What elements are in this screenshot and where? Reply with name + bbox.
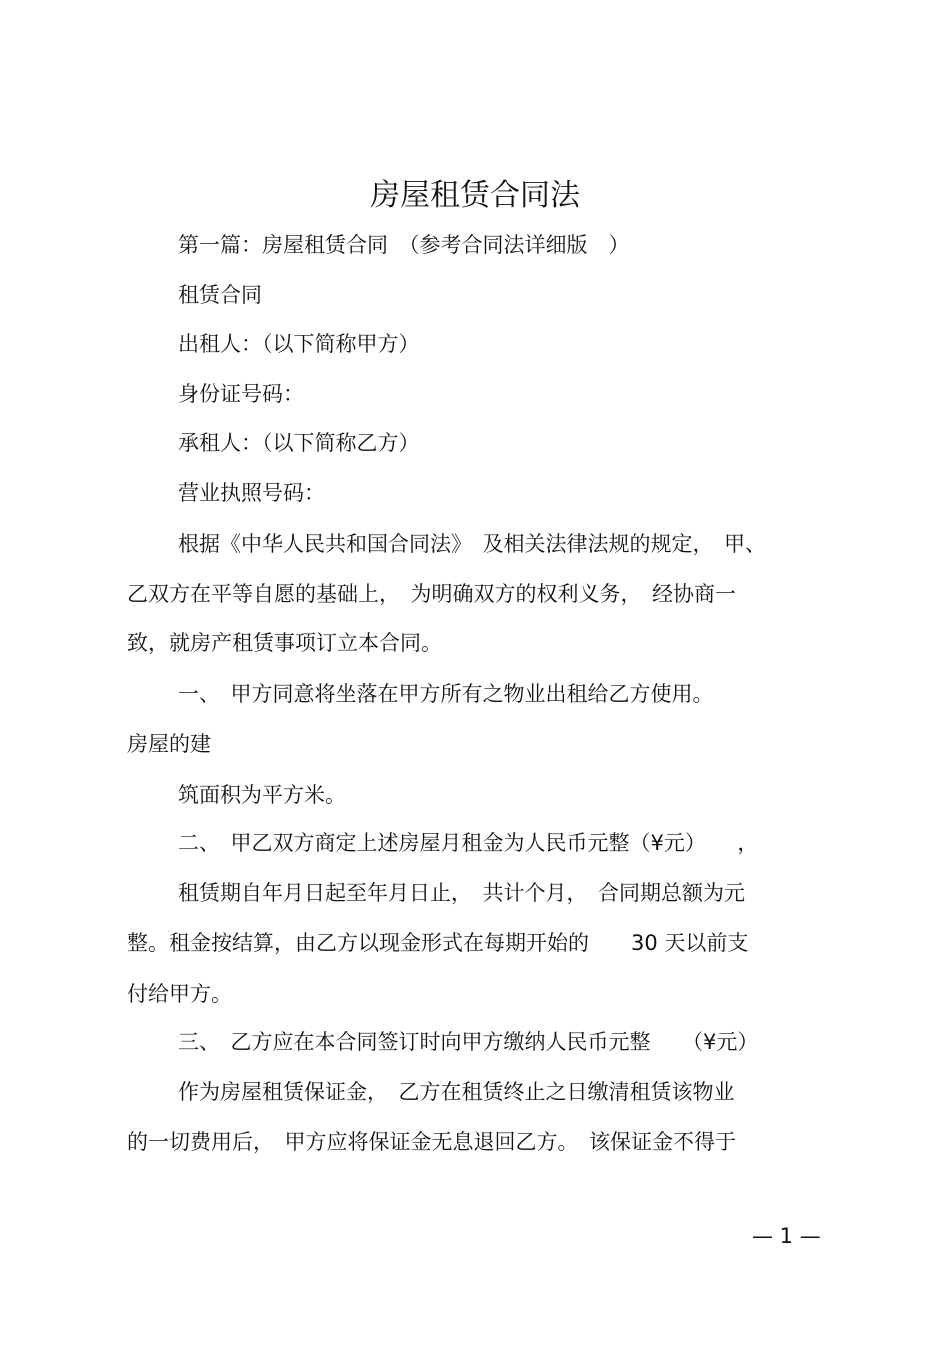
- text-line: 营业执照号码：: [178, 481, 325, 505]
- text-line: 身份证号码：: [178, 382, 304, 406]
- text-line: 房屋的建: [127, 732, 211, 756]
- text-line: 整。租金按结算，由乙方以现金形式在每期开始的 30 天以前支: [127, 931, 749, 955]
- document-title: 房屋租赁合同法: [370, 178, 580, 213]
- text-line: 承租人：（以下简称乙方）: [178, 431, 420, 455]
- text-line: 租赁期自年月日起至年月日止， 共计个月， 合同期总额为元: [178, 881, 745, 905]
- text-line: 租赁合同: [178, 283, 262, 307]
- text-line: 第一篇：房屋租赁合同 （参考合同法详细版 ）: [178, 233, 630, 257]
- text-line: 付给甲方。: [127, 982, 232, 1006]
- text-line: 一、 甲方同意将坐落在甲方所有之物业出租给乙方使用。: [178, 682, 714, 706]
- text-line: 作为房屋租赁保证金， 乙方在租赁终止之日缴清租赁该物业: [178, 1080, 735, 1104]
- text-line: 出租人：（以下简称甲方）: [178, 332, 420, 356]
- text-line: 的一切费用后， 甲方应将保证金无息退回乙方。 该保证金不得于: [127, 1130, 736, 1154]
- text-line: 三、 乙方应在本合同签订时向甲方缴纳人民币元整 （¥元）: [178, 1030, 759, 1054]
- text-line: 致，就房产租赁事项订立本合同。: [127, 631, 442, 655]
- text-line: 根据《中华人民共和国合同法》 及相关法律法规的规定， 甲、: [178, 532, 766, 556]
- text-line: 二、 甲乙双方商定上述房屋月租金为人民币元整（¥元） ，: [178, 831, 759, 855]
- page-number: — 1 —: [752, 1224, 821, 1248]
- text-line: 筑面积为平方米。: [178, 783, 346, 807]
- text-line: 乙双方在平等自愿的基础上， 为明确双方的权利义务， 经协商一: [127, 582, 736, 606]
